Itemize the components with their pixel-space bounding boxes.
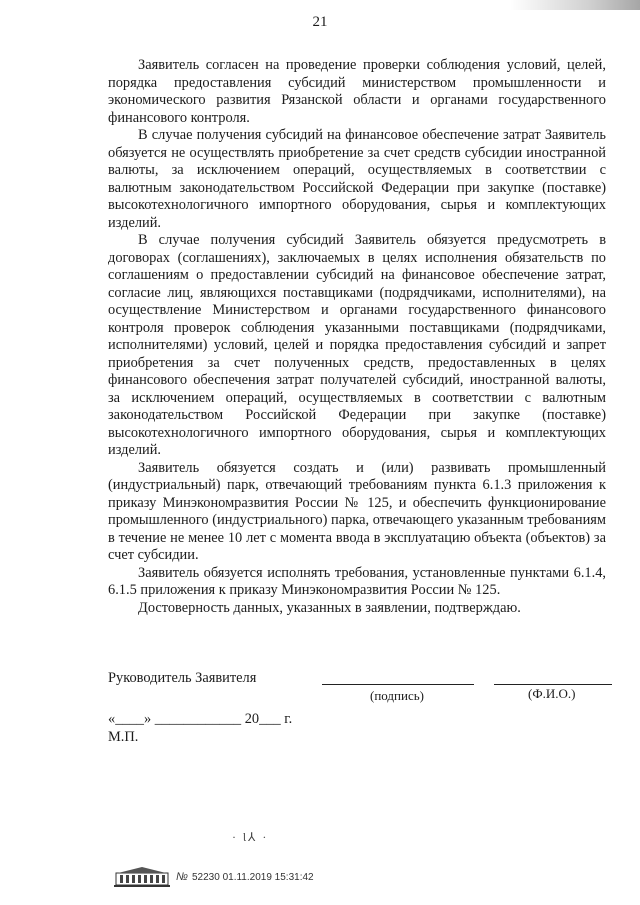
paragraph-foreign-currency: В случае получения субсидий на финансовое обеспечение затрат Заявитель обязуется не осуществлять приобретение за счет средств субсидии иностранной валюты, за исключением операций, осуществляемых в соответствии с валютным законодательством Российской Федерации при закупке (поставке) высокотехнологичного импортного оборудования, сырья и комплектующих изделий.: [108, 127, 606, 231]
paragraph-supplier-agreements: В случае получения субсидий Заявитель обязуется предусмотреть в договорах (соглашениях), заключаемых в целях исполнения обязательств по соглашениям о предоставлении субсидий на финансовое обеспечение затрат, согласие лиц, являющихся поставщиками (подрядчиками, исполнителями), на осуществление Министерством и органами государственного финансового контроля проверок соблюдения указанными поставщиками (подрядчиками, исполнителями) условий, целей и порядка предоставления субсидий и запрет приобретения за счет полученных средств, предоставленных в целях финансового обеспечения затрат получателей субсидий, иностранной валюты, за исключением операций, осуществляемых в соответствии с валютным законодательством Российской Федерации при закупке (поставке) высокотехнологичного импортного оборудования, сырья и комплектующих изделий.: [108, 232, 606, 458]
name-caption: (Ф.И.О.): [528, 686, 576, 701]
name-line: [494, 684, 612, 685]
page-number: 21: [312, 14, 328, 30]
paragraph-consent-inspection: Заявитель согласен на проведение проверки соблюдения условий, целей, порядка предоставления субсидий министерством промышленности и экономического развития Рязанской области и органами государственного финансового контроля.: [108, 57, 606, 126]
document-body: [108, 57, 606, 617]
date-line: «____» ____________ 20___ г.: [108, 711, 293, 727]
registry-building-icon: [112, 866, 172, 888]
registration-stamp-text: 52230 01.11.2019 15:31:42: [192, 872, 314, 883]
signature-caption: (подпись): [370, 688, 424, 703]
paragraph-requirements: Заявитель обязуется исполнять требования, установленные пунктами 6.1.4, 6.1.5 приложения к приказу Минэкономразвития России № 125.: [108, 564, 606, 598]
paragraph-data-confirmation: Достоверность данных, указанных в заявлении, подтверждаю.: [138, 599, 521, 616]
signature-line: [322, 684, 474, 685]
handwritten-mark: · Ɩ⅄ ·: [232, 830, 269, 844]
number-sign: №: [176, 871, 188, 883]
paragraph-industrial-park: Заявитель обязуется создать и (или) развивать промышленный (индустриальный) парк, отвечающий требованиям пункта 6.1.3 приложения к приказу Минэкономразвития России № 125, и обеспечить функционирование промышленного (индустриального) парка, отвечающего указанным требованиям в течение не менее 10 лет с момента ввода в эксплуатацию объекта (объектов) за счет субсидии.: [108, 459, 606, 563]
stamp-place-label: М.П.: [108, 729, 139, 745]
signatory-label: Руководитель Заявителя: [108, 670, 257, 686]
registration-footer: [112, 866, 412, 888]
scan-edge-artifact: [510, 0, 640, 10]
